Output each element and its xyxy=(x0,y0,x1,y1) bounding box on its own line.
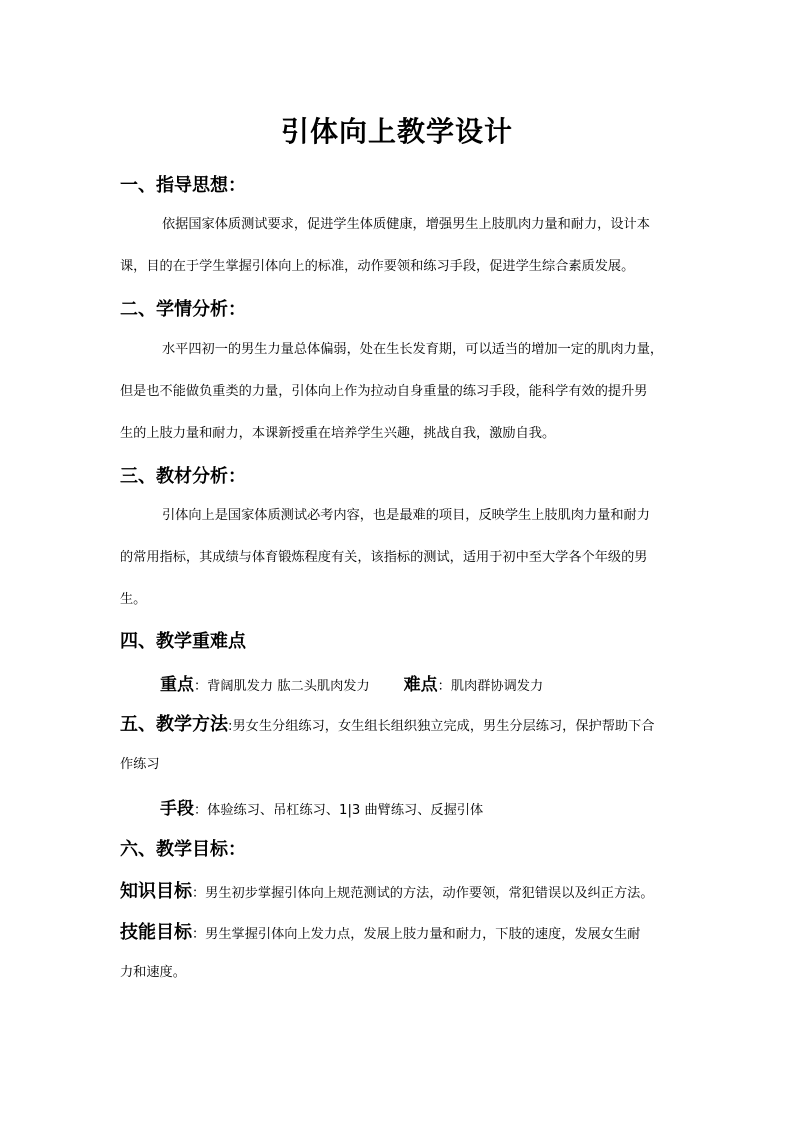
section-heading-guiding-thought: 一、指导思想： xyxy=(120,175,246,196)
means-label: 手段 xyxy=(160,799,194,819)
paragraph-line: 作练习 xyxy=(120,757,160,772)
teaching-method-line xyxy=(120,710,654,736)
section-heading-key-points: 四、教学重难点 xyxy=(120,631,246,652)
paragraph-line: 生。 xyxy=(120,592,147,607)
knowledge-goal-line xyxy=(120,877,654,903)
section-heading-material-analysis: 三、教材分析： xyxy=(120,466,246,487)
section-heading-teaching-goals: 六、教学目标： xyxy=(120,839,246,860)
skill-goal-text: ：男生掌握引体向上发力点，发展上肢力量和耐力，下肢的速度，发展女生耐 xyxy=(192,927,641,942)
section-heading-student-analysis: 二、学情分析： xyxy=(120,299,246,320)
knowledge-goal-label: 知识目标 xyxy=(120,881,192,902)
paragraph-line: 力和速度。 xyxy=(120,965,186,980)
key-points-line xyxy=(160,670,543,695)
means-text: ：体验练习、吊杠练习、1|3 曲臂练习、反握引体 xyxy=(194,803,484,818)
document-title: 引体向上教学设计 xyxy=(280,115,513,148)
difficulty-text: ：肌肉群协调发力 xyxy=(437,679,544,694)
paragraph-line: 但是也不能做负重类的力量，引体向上作为拉动自身重量的练习手段，能科学有效的提升男 xyxy=(120,384,648,399)
paragraph-line: 依据国家体质测试要求，促进学生体质健康，增强男生上肢肌肉力量和耐力，设计本 xyxy=(162,217,650,232)
section-heading-teaching-method: 五、教学方法 xyxy=(120,714,228,735)
paragraph-line: 课，目的在于学生掌握引体向上的标准，动作要领和练习手段，促进学生综合素质发展。 xyxy=(120,259,635,274)
skill-goal-line xyxy=(120,918,640,944)
key-point-text: ：背阔肌发力 肱二头肌肉发力 xyxy=(194,679,370,694)
means-line xyxy=(160,794,483,819)
knowledge-goal-text: ：男生初步掌握引体向上规范测试的方法，动作要领，常犯错误以及纠正方法。 xyxy=(192,886,654,901)
paragraph-line: 引体向上是国家体质测试必考内容，也是最难的项目，反映学生上肢肌肉力量和耐力 xyxy=(162,508,650,523)
paragraph-line: 生的上肢力量和耐力，本课新授重在培养学生兴趣，挑战自我，激励自我。 xyxy=(120,426,556,441)
difficulty-label: 难点 xyxy=(403,675,438,695)
teaching-method-text: :男女生分组练习，女生组长组织独立完成，男生分层练习，保护帮助下合 xyxy=(228,719,655,734)
paragraph-line: 水平四初一的男生力量总体偏弱，处在生长发育期，可以适当的增加一定的肌肉力量， xyxy=(162,342,664,357)
key-point-label: 重点 xyxy=(160,675,194,695)
paragraph-line: 的常用指标，其成绩与体育锻炼程度有关，该指标的测试，适用于初中至大学各个年级的男 xyxy=(120,550,648,565)
skill-goal-label: 技能目标 xyxy=(120,922,192,943)
